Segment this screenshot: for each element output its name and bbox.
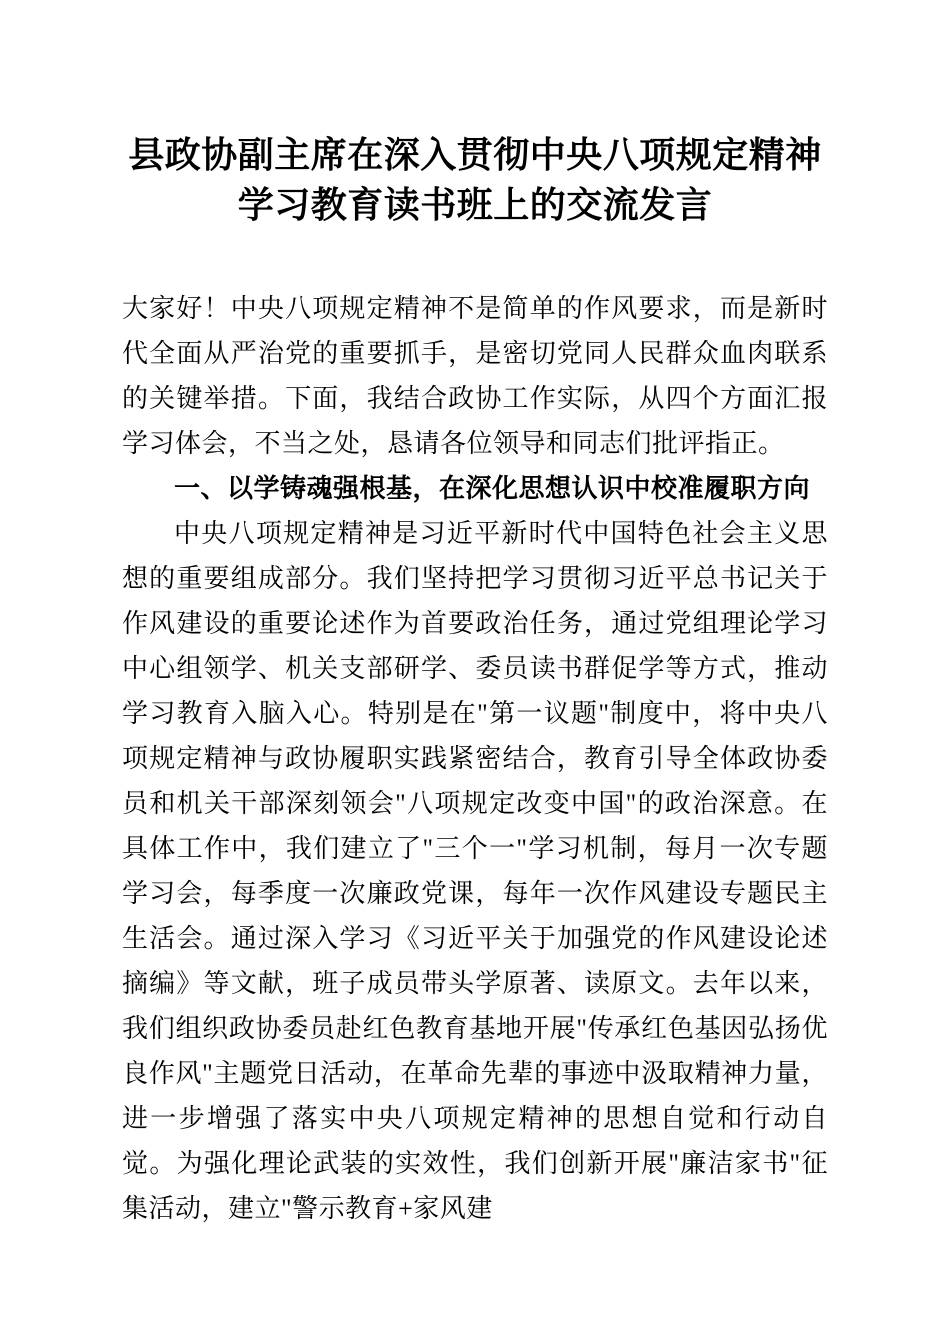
section-1-body-paragraph: 中央八项规定精神是习近平新时代中国特色社会主义思想的重要组成部分。我们坚持把学习贯彻习近平总书记关于作风建设的重要论述作为首要政治任务，通过党组理论学习中心组领学、机关支部研学、委员读书群促学等方式，推动学习教育入脑入心。特别是在"第一议题"制度中，将中央八项规定精神与政协履职实践紧密结合，教育引导全体政协委员和机关干部深刻领会"八项规定改变中国"的政治深意。在具体工作中，我们建立了"三个一"学习机制，每月一次专题学习会，每季度一次廉政党课，每年一次作风建设专题民主生活会。通过深入学习《习近平关于加强党的作风建设论述摘编》等文献，班子成员带头学原著、读原文。去年以来，我们组织政协委员赴红色教育基地开展"传承红色基因弘扬优良作风"主题党日活动，在革命先辈的事迹中汲取精神力量，进一步增强了落实中央八项规定精神的思想自觉和行动自觉。为强化理论武装的实效性，我们创新开展"廉洁家书"征集活动，建立"警示教育+家风建 — [122, 519, 828, 1223]
section-1-heading: 一、以学铸魂强根基，在深化思想认识中校准履职方向 — [174, 473, 811, 503]
document-title: 县政协副主席在深入贯彻中央八项规定精神学习教育读书班上的交流发言 — [128, 135, 822, 225]
intro-paragraph: 大家好！中央八项规定精神不是简单的作风要求，而是新时代全面从严治党的重要抓手，是密切党同人民群众血肉联系的关键举措。下面，我结合政协工作实际，从四个方面汇报学习体会，不当之处，恳请各位领导和同志们批评指正。 — [122, 294, 828, 458]
